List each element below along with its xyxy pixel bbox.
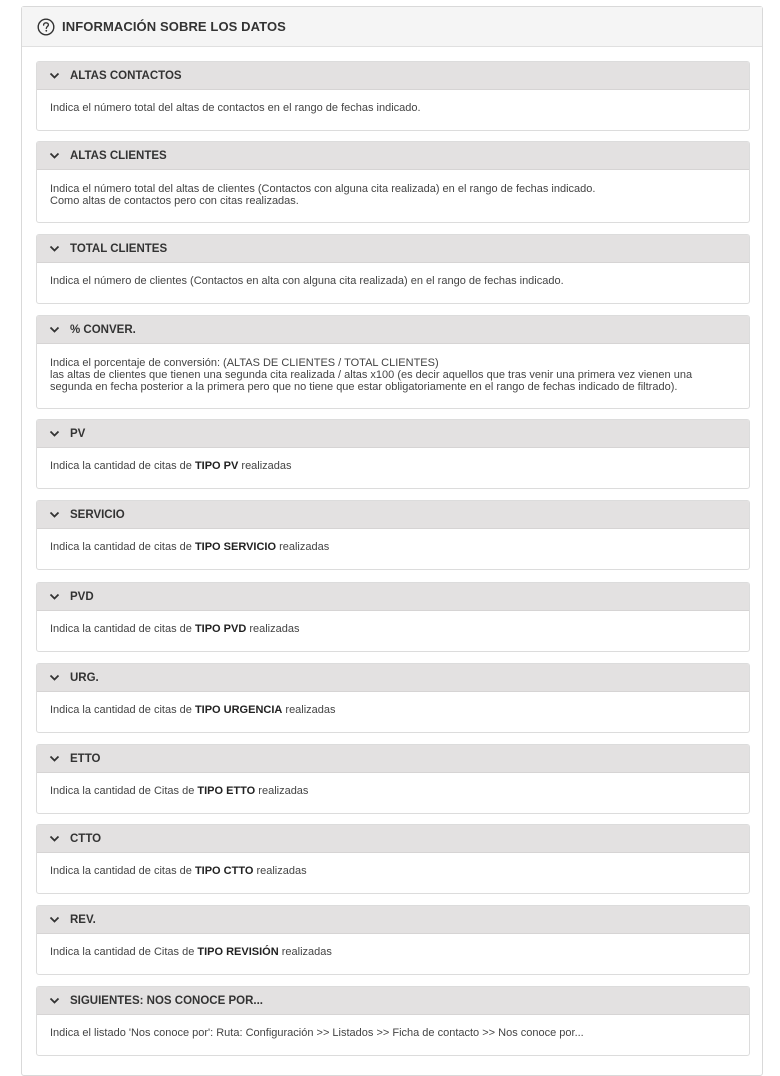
section-title: SIGUIENTES: NOS CONOCE POR... [70,994,263,1007]
section-description: Indica la cantidad de citas de TIPO PVD realizadas [50,623,300,635]
chevron-down-icon [49,70,60,81]
chevron-down-icon [49,753,60,764]
section-title: PV [70,427,86,440]
section-title: PVD [70,590,94,603]
section-header-pv[interactable] [37,420,749,448]
section-description: Indica el número total del altas de clientes (Contactos con alguna cita realizada) en el rango de fechas indicado. Como altas de contactos pero con citas realizadas. [50,183,596,207]
section-header-ctto[interactable] [37,825,749,853]
section-header-altas-contactos[interactable] [37,62,749,90]
panel-header [22,7,762,47]
section-header-total-clientes[interactable] [37,235,749,263]
section-urg [36,663,750,733]
section-ctto [36,824,750,894]
section-header-pvd[interactable] [37,583,749,611]
section-total-clientes [36,234,750,304]
section-title: REV. [70,913,96,926]
section-conversion [36,315,750,409]
chevron-down-icon [49,591,60,602]
section-header-etto[interactable] [37,745,749,773]
section-description: Indica la cantidad de citas de TIPO URGENCIA realizadas [50,704,336,716]
chevron-down-icon [49,324,60,335]
section-header-rev[interactable] [37,906,749,934]
section-description: Indica el número de clientes (Contactos en alta con alguna cita realizada) en el rango de fechas indicado. [50,275,564,287]
section-header-urg[interactable] [37,664,749,692]
section-description: Indica el listado 'Nos conoce por': Ruta: Configuración >> Listados >> Ficha de contacto >> Nos conoce por... [50,1027,584,1039]
section-pv [36,419,750,489]
section-header-siguientes[interactable] [37,987,749,1015]
section-description: Indica el número total del altas de contactos en el rango de fechas indicado. [50,102,421,114]
chevron-down-icon [49,995,60,1006]
section-title: ALTAS CONTACTOS [70,69,182,82]
section-title: CTTO [70,832,102,845]
chevron-down-icon [49,672,60,683]
section-title: TOTAL CLIENTES [70,242,168,255]
section-rev [36,905,750,975]
section-title: SERVICIO [70,508,125,521]
section-altas-clientes [36,141,750,223]
chevron-down-icon [49,150,60,161]
help-circle-icon [37,18,55,36]
section-pvd [36,582,750,652]
section-description: Indica la cantidad de citas de TIPO CTTO realizadas [50,865,307,877]
section-title: ETTO [70,752,101,765]
chevron-down-icon [49,243,60,254]
section-description: Indica la cantidad de citas de TIPO SERVICIO realizadas [50,541,330,553]
section-header-altas-clientes[interactable] [37,142,749,170]
section-header-conversion[interactable] [37,316,749,344]
section-description: Indica la cantidad de Citas de TIPO REVISIÓN realizadas [50,946,332,958]
chevron-down-icon [49,428,60,439]
chevron-down-icon [49,509,60,520]
section-header-servicio[interactable] [37,501,749,529]
panel-title: INFORMACIÓN SOBRE LOS DATOS [62,19,286,34]
chevron-down-icon [49,914,60,925]
section-title: ALTAS CLIENTES [70,149,167,162]
chevron-down-icon [49,833,60,844]
section-servicio [36,500,750,570]
section-description: Indica la cantidad de citas de TIPO PV realizadas [50,460,292,472]
section-altas-contactos [36,61,750,131]
section-description: Indica la cantidad de Citas de TIPO ETTO realizadas [50,785,309,797]
section-description: Indica el porcentaje de conversión: (ALTAS DE CLIENTES / TOTAL CLIENTES) las altas de clientes que tienen una segunda cita realizada / altas x100 (es decir aquellos que tras venir una primera vez vienen una segunda en fecha posterior a la primera pero que no tiene que estar obligatoriamente en el rango de fechas indicado de filtrado). [50,357,693,393]
section-title: URG. [70,671,99,684]
section-title: % CONVER. [70,323,136,336]
section-siguientes [36,986,750,1056]
data-info-panel [21,6,763,1076]
section-etto [36,744,750,814]
